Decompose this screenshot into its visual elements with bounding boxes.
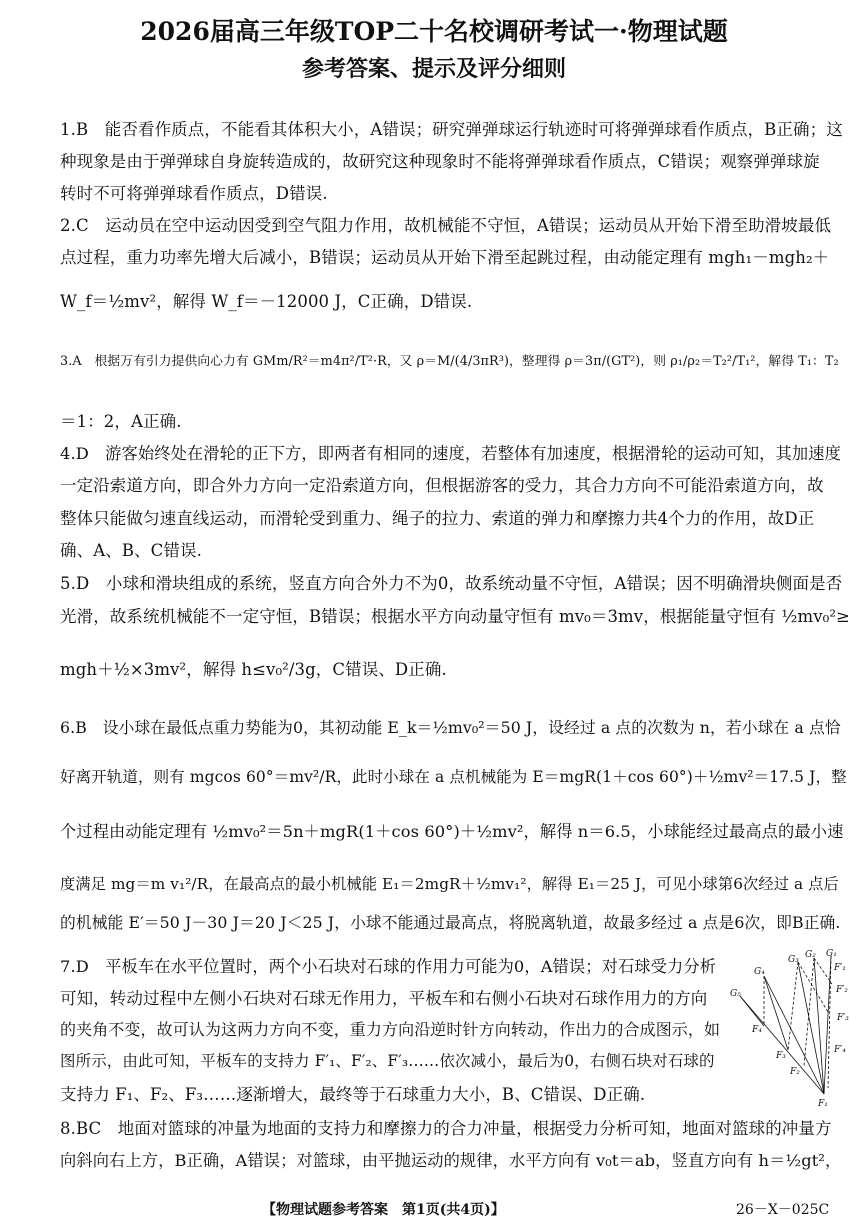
diagram-label: G₃ xyxy=(788,955,799,965)
diagram-label: G₅ xyxy=(730,989,741,999)
answer-line: 5.D 小球和滑块组成的系统，竖直方向合外力不为0，故系统动量不守恒，A错误；因不明确滑块侧面是否 xyxy=(60,574,843,593)
diagram-label: F₁ xyxy=(818,1099,828,1108)
diagram-label: G₁ xyxy=(826,949,837,959)
force-composition-diagram xyxy=(728,948,858,1108)
diagram-label: F₄ xyxy=(752,1025,762,1035)
answer-line: 8.BC 地面对篮球的冲量为地面的支持力和摩擦力的合力冲量，根据受力分析可知，地面对篮球的冲量方 xyxy=(60,1119,832,1138)
answer-line: 3.A 根据万有引力提供向心力有 GMm/R²＝m4π²/T²·R，又 ρ＝M/(4/3πR³)，整理得 ρ＝3π/(GT²)，则 ρ₁/ρ₂＝T₂²/T₁²，解得 T₁：T₂ xyxy=(60,354,839,369)
answer-line: 个过程由动能定理有 ½mv₀²＝5n＋mgR(1＋cos 60°)＋½mv²，解得 n＝6.5，小球能经过最高点的最小速 xyxy=(60,822,844,841)
diagram-label: F′₃ xyxy=(837,1013,849,1023)
answer-line: 种现象是由于弹弹球自身旋转造成的，故研究这种现象时不能将弹弹球看作质点，C错误；观察弹弹球旋 xyxy=(60,152,820,171)
answer-line: 支持力 F₁、F₂、F₃……逐渐增大，最终等于石球重力大小，B、C错误、D正确. xyxy=(60,1085,646,1104)
answer-line: 度满足 mg＝m v₁²/R，在最高点的最小机械能 E₁＝2mgR＋½mv₁²，解得 E₁＝25 J，可见小球第6次经过 a 点后 xyxy=(60,875,839,893)
answer-line: 的机械能 E′＝50 J－30 J＝20 J＜25 J，小球不能通过最高点，将脱离轨道，故最多经过 a 点是6次，即B正确. xyxy=(60,913,841,932)
answer-line: 4.D 游客始终处在滑轮的正下方，即两者有相同的速度，若整体有加速度，根据滑轮的运动可知，其加速度 xyxy=(60,444,841,463)
answer-line: 一定沿索道方向，即合外力方向一定沿索道方向，但根据游客的受力，其合力方向不可能沿索道方向，故 xyxy=(60,476,824,495)
answer-line: 图所示，由此可知，平板车的支持力 F′₁、F′₂、F′₃……依次减小，最后为0，右侧石块对石球的 xyxy=(60,1052,715,1070)
answer-line: 向斜向右上方，B正确，A错误；对篮球，由平抛运动的规律，水平方向有 v₀t＝ab，竖直方向有 h＝½gt²， xyxy=(60,1151,842,1170)
diagram-label: F′₁ xyxy=(834,963,846,973)
diagram-label: F₂ xyxy=(790,1067,800,1077)
force-line-g2 xyxy=(814,958,824,1094)
diagram-label: G₂ xyxy=(805,950,816,960)
answer-line: ＝1：2，A正确. xyxy=(60,412,182,431)
answer-line: mgh＋½×3mv²，解得 h≤v₀²/3g，C错误、D正确. xyxy=(60,660,447,679)
force-line-g1 xyxy=(824,956,831,1094)
answer-line: 点过程，重力功率先增大后减小，B错误；运动员从开始下滑至起跳过程，由动能定理有 mgh₁－mgh₂＋ xyxy=(60,248,830,267)
answer-line: 的夹角不变，故可认为这两力方向不变，重力方向沿逆时针方向转动，作出力的合成图示，如 xyxy=(60,1020,721,1039)
answer-line: 2.C 运动员在空中运动因受到空气阻力作用，故机械能不守恒，A错误；运动员从开始下滑至助滑坡最低 xyxy=(60,216,832,235)
answer-line: 整体只能做匀速直线运动，而滑轮受到重力、绳子的拉力、索道的弹力和摩擦力共4个力的作用，故D正 xyxy=(60,509,815,528)
diagram-label: F₃ xyxy=(776,1051,786,1061)
answer-line: 6.B 设小球在最低点重力势能为0，其初动能 E_k＝½mv₀²＝50 J，设经过 a 点的次数为 n，若小球在 a 点恰 xyxy=(60,718,841,737)
answer-line: 1.B 能否看作质点，不能看其体积大小，A错误；研究弹弹球运行轨迹时可将弹弹球看作质点，B正确；这 xyxy=(60,120,843,139)
answer-line: 转时不可将弹弹球看作质点，D错误. xyxy=(60,184,328,203)
answer-line: 好离开轨道，则有 mgcos 60°＝mv²/R，此时小球在 a 点机械能为 E＝mgR(1＋cos 60°)＋½mv²＝17.5 J，整 xyxy=(60,768,847,786)
footer-page-info: 【物理试题参考答案 第1页(共4页)】 xyxy=(262,1202,505,1218)
answer-line: 7.D 平板车在水平位置时，两个小石块对石球的作用力可能为0，A错误；对石球受力分析 xyxy=(60,957,717,976)
answer-line: 光滑，故系统机械能不一定守恒，B错误；根据水平方向动量守恒有 mv₀＝3mv，根据能量守恒有 ½mv₀²≥ xyxy=(60,607,850,626)
page-title: 2026届高三年级TOP二十名校调研考试一·物理试题 xyxy=(140,17,728,46)
page-subtitle: 参考答案、提示及评分细则 xyxy=(301,56,566,82)
footer-code: 26－X－025C xyxy=(736,1202,830,1218)
answer-line: 确、A、B、C错误. xyxy=(60,541,202,560)
force-line-g3 xyxy=(798,962,824,1094)
answer-line: 可知，转动过程中左侧小石块对石球无作用力，平板车和右侧小石块对石球作用力的方向 xyxy=(60,989,708,1008)
answer-line: W_f＝½mv²，解得 W_f＝－12000 J，C正确，D错误. xyxy=(60,292,473,311)
diagram-label: F′₂ xyxy=(836,985,848,995)
diagram-label: G₄ xyxy=(754,967,765,977)
diagram-label: F′₄ xyxy=(834,1045,846,1055)
